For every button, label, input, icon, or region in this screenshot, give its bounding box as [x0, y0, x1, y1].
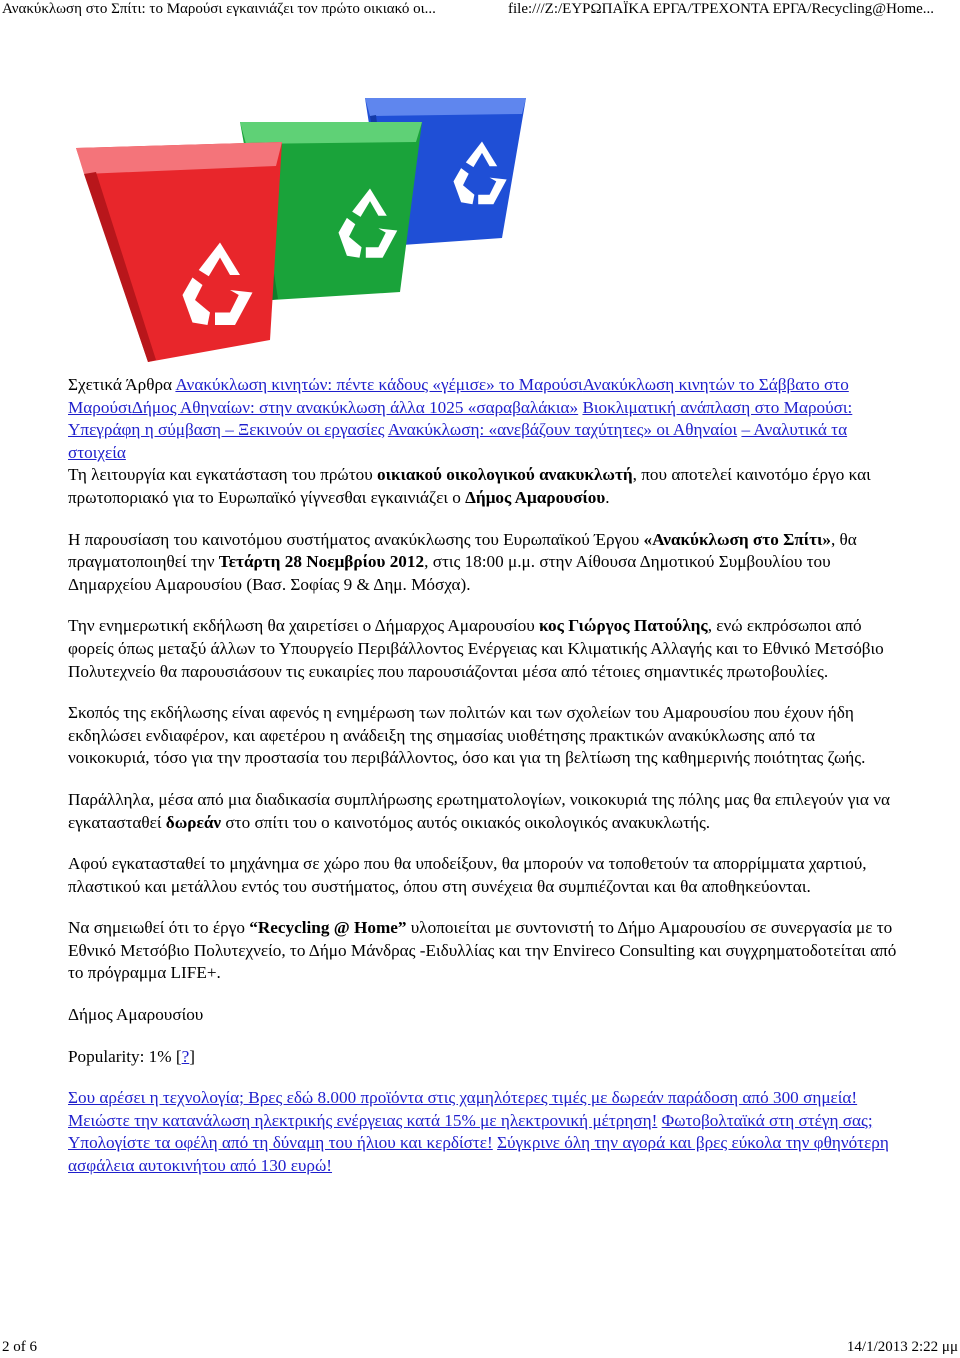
print-footer-datetime: 14/1/2013 2:22 μμ — [846, 1339, 958, 1355]
ads-block — [68, 1087, 898, 1177]
print-footer-page: 2 of 6 — [2, 1339, 37, 1355]
paragraph-project: Να σημειωθεί ότι το έργο “Recycling @ Home” υλοποιείται με συντονιστή το Δήμο Αμαρουσίου σε συνεργασία με το Εθνικό Μετσόβιο Πολυτεχνείο, το Δήμο Μάνδρας -Ειδυλλίας και την Envireco Consulting και συγχρηματοδοτείται από το πρόγραμμα LIFE+. — [68, 918, 897, 983]
paragraph-installation: Αφού εγκατασταθεί το μηχάνημα σε χώρο που θα υποδείξουν, θα μπορούν να τοποθετούν τα απορρίμματα χαρτιού, πλαστικού και μετάλλου εντός του συστήματος, όπου στη συνέχεια θα συμπιέζονται και θα αποθηκεύονται. — [68, 854, 867, 896]
recycling-bins-image — [70, 70, 540, 370]
paragraph-purpose: Σκοπός της εκδήλωσης είναι αφενός η ενημέρωση των πολιτών και των σχολείων του Αμαρουσίου που έχουν ήδη εκδηλώσει ενδιαφέρον, και αφετέρου η ανάδειξη της σημασίας υιοθέτησης πρακτικών ανακύκλωσης από τα νοικοκυριά, τόσο για την προστασία του περιβάλλοντος, όσο και για τη βελτίωση της καθημερινής ποιότητας ζωής. — [68, 703, 866, 768]
related-articles: Σχετικά Άρθρα Ανακύκλωση κινητών: πέντε κάδους «γέμισε» το ΜαρούσιΑνακύκλωση κινητών το Σάββατο στο ΜαρούσιΔήμος Αθηναίων: στην ανακύκλωση άλλα 1025 «σαραβαλάκια» Βιοκλιματική ανάπλαση στο Μαρούσι: Υπεγράφη η σύμβαση – Ξεκινούν οι εργασίες Ανακύκλωση: «ανεβάζουν ταχύτητες» οι Αθηναίοι – Αναλυτικά τα στοιχεία — [68, 375, 853, 462]
related-link-4[interactable]: Βιοκλιματική ανάπλαση στο Μαρούσι: Υπεγράφη η σύμβαση – Ξεκινούν οι εργασίες — [68, 397, 853, 440]
article-content — [68, 374, 898, 1178]
related-link-5[interactable]: Ανακύκλωση: «ανεβάζουν ταχύτητες» οι Αθηναίοι — [387, 420, 738, 440]
related-link-1[interactable]: Ανακύκλωση κινητών: πέντε κάδους «γέμισε» το Μαρούσι — [175, 375, 583, 394]
paragraph-questionnaire: Παράλληλα, μέσα από μια διαδικασία συμπλήρωσης ερωτηματολογίων, νοικοκυριά της πόλης μας θα επιλεγούν για να εγκατασταθεί δωρεάν στο σπίτι του ο καινοτόμος αυτός οικιακός οικολογικός ανακυκλωτής. — [68, 789, 891, 832]
red-bin — [76, 142, 282, 362]
ad-link-insurance[interactable]: Σύγκρινε όλη την αγορά και βρες εύκολα την φθηνότερη ασφάλεια αυτοκινήτου από 130 ευρώ! — [68, 1133, 889, 1176]
intro-paragraph: Τη λειτουργία και εγκατάσταση του πρώτου οικιακού οικολογικού ανακυκλωτή, που αποτελεί καινοτόμο έργο και πρωτοποριακό για το Ευρωπαϊκό γίγνεσθαι εγκαινιάζει ο Δήμος Αμαρουσίου. — [68, 465, 871, 507]
popularity-help-link[interactable]: ? — [181, 1046, 190, 1066]
print-header-title: Ανακύκλωση στο Σπίτι: το Μαρούσι εγκαινιάζει τον πρώτο οικιακό οι... — [2, 1, 436, 17]
related-link-3[interactable]: Δήμος Αθηναίων: στην ανακύκλωση άλλα 1025 «σαραβαλάκια» — [131, 397, 579, 417]
paragraph-mayor: Την ενημερωτική εκδήλωση θα χαιρετίσει ο Δήμαρχος Αμαρουσίου κος Γιώργος Πατούλης, ενώ εκπρόσωποι από φορείς όπως μεταξύ άλλων το Υπουργείο Περιβάλλοντος Ενέργειας και Κλιματικής Αλλαγής και το Εθνικό Μετσόβιο Πολυτεχνείο θα παρουσιάσουν τις ευκαιρίες που παρουσιάζονται μέσα από τέτοιες σημαντικές πρωτοβουλίες. — [68, 616, 884, 681]
related-link-2[interactable]: Ανακύκλωση κινητών το Σάββατο στο Μαρούσι — [68, 375, 849, 417]
signature: Δήμος Αμαρουσίου — [68, 1005, 204, 1025]
ad-link-technology[interactable]: Σου αρέσει η τεχνολογία; Βρες εδώ 8.000 προϊόντα στις χαμηλότερες τιμές με δωρεάν παράδοση από 300 σημεία! — [68, 1088, 858, 1108]
ad-link-photovoltaics[interactable]: Φωτοβολταϊκά στη στέγη σας; Υπολογίστε τα οφέλη από τη δύναμη του ήλιου και κερδίστε! — [68, 1110, 873, 1153]
print-header-url: file:///Z:/ΕΥΡΩΠΑΪΚΑ ΕΡΓΑ/ΤΡΕΧΟΝΤΑ ΕΡΓΑ/Recycling@Home... — [508, 1, 935, 17]
paragraph-presentation: Η παρουσίαση του καινοτόμου συστήματος ανακύκλωσης του Ευρωπαϊκού Έργου «Ανακύκλωση στο Σπίτι», θα πραγματοποιηθεί την Τετάρτη 28 Νοεμβρίου 2012, στις 18:00 μ.μ. στην Αίθουσα Δημοτικού Συμβουλίου του Δημαρχείου Αμαρουσίου (Βασ. Σοφίας 9 & Δημ. Μόσχα). — [68, 529, 857, 594]
ad-link-energy[interactable]: Μειώστε την κατανάλωση ηλεκτρικής ενέργειας κατά 15% με ηλεκτρονική μέτρηση! — [68, 1110, 658, 1130]
popularity: Popularity: 1% [?] — [68, 1046, 195, 1066]
related-link-6[interactable]: – Αναλυτικά τα στοιχεία — [68, 420, 848, 462]
